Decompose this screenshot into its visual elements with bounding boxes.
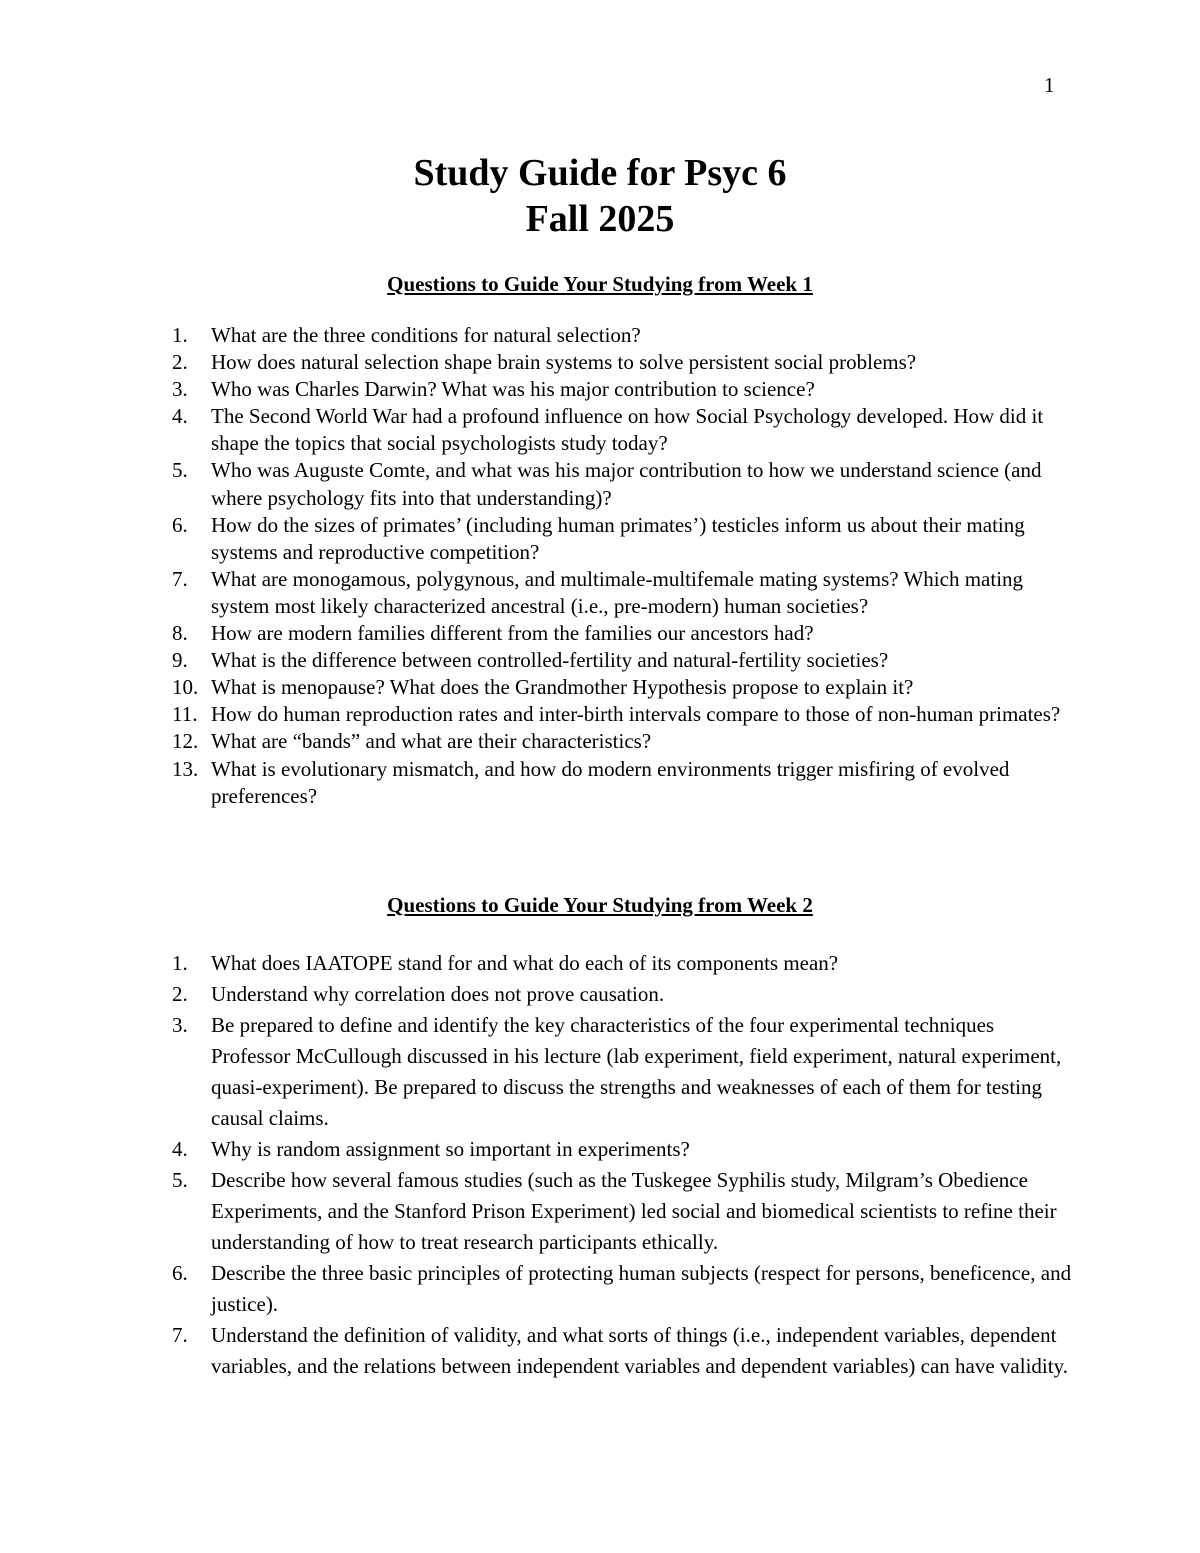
document-subtitle-term: Fall 2025 <box>525 198 675 240</box>
question-item <box>172 1010 1072 1134</box>
question-item <box>172 728 1072 755</box>
question-item <box>172 1165 1072 1258</box>
question-number: 7. <box>172 1323 188 1347</box>
week2-question-list <box>172 948 1072 1382</box>
question-text: What are monogamous, polygynous, and multimale-multifemale mating systems? Which mating system most likely characterized ancestral (i.e., pre-modern) human societies? <box>211 566 1024 618</box>
question-number: 9. <box>172 648 188 673</box>
question-item <box>172 674 1072 701</box>
question-number: 1. <box>172 323 188 347</box>
question-number: 2. <box>172 350 188 375</box>
question-item <box>172 1134 1072 1165</box>
question-text: Who was Auguste Comte, and what was his major contribution to how we understand science (and where psychology fits into that understanding)? <box>211 458 1042 510</box>
question-text: Why is random assignment so important in experiments? <box>211 1137 690 1161</box>
question-number: 11. <box>172 702 198 727</box>
question-text: How are modern families different from the families our ancestors had? <box>211 621 814 646</box>
question-number: 12. <box>172 729 199 754</box>
question-text: Understand the definition of validity, and what sorts of things (i.e., independent variables, dependent variables, and the relations between independent variables and dependent variables) can have validity. <box>211 1323 1068 1378</box>
question-number: 6. <box>172 1261 188 1285</box>
question-item <box>172 948 1072 979</box>
question-text: How does natural selection shape brain systems to solve persistent social problems? <box>211 350 917 375</box>
question-item <box>172 647 1072 674</box>
question-item <box>172 1320 1072 1382</box>
question-text: Who was Charles Darwin? What was his major contribution to science? <box>211 377 815 402</box>
question-item <box>172 756 1072 810</box>
question-number: 3. <box>172 1013 188 1037</box>
document-title: Study Guide for Psyc 6 <box>413 152 787 194</box>
question-item <box>172 457 1072 511</box>
question-text: Describe the three basic principles of protecting human subjects (respect for persons, beneficence, and justice). <box>211 1261 1072 1316</box>
question-item <box>172 512 1072 566</box>
question-item <box>172 322 1072 349</box>
question-item <box>172 1258 1072 1320</box>
question-number: 4. <box>172 1137 188 1161</box>
question-number: 10. <box>172 675 199 700</box>
question-text: What are “bands” and what are their characteristics? <box>211 729 652 754</box>
question-number: 1. <box>172 951 188 975</box>
question-text: How do human reproduction rates and inter-birth intervals compare to those of non-human primates? <box>211 702 1061 727</box>
question-item <box>172 701 1072 728</box>
week2-heading: Questions to Guide Your Studying from Week 2 <box>387 893 813 917</box>
question-text: How do the sizes of primates’ (including human primates’) testicles inform us about their mating systems and reproductive competition? <box>211 512 1025 564</box>
question-item <box>172 349 1072 376</box>
question-text: What does IAATOPE stand for and what do each of its components mean? <box>211 951 839 975</box>
question-number: 3. <box>172 377 188 402</box>
question-item <box>172 566 1072 620</box>
question-number: 4. <box>172 404 188 429</box>
page-number: 1 <box>1044 73 1055 97</box>
question-text: Understand why correlation does not prove causation. <box>211 982 665 1006</box>
question-number: 6. <box>172 512 188 537</box>
question-text: What are the three conditions for natural selection? <box>211 323 641 347</box>
question-number: 5. <box>172 1168 188 1192</box>
question-text: What is menopause? What does the Grandmother Hypothesis propose to explain it? <box>211 675 914 700</box>
question-number: 7. <box>172 566 188 591</box>
question-number: 13. <box>172 756 199 781</box>
question-number: 2. <box>172 982 188 1006</box>
question-text: Be prepared to define and identify the key characteristics of the four experimental techniques Professor McCullough discussed in his lecture (lab experiment, field experiment, natural experiment, quasi-experiment). Be prepared to discuss the strengths and weaknesses of each of them for testing causal claims. <box>211 1013 1062 1130</box>
question-number: 5. <box>172 458 188 483</box>
question-item <box>172 376 1072 403</box>
question-text: What is evolutionary mismatch, and how do modern environments trigger misfiring of evolved preferences? <box>211 756 1010 808</box>
week1-heading: Questions to Guide Your Studying from Week 1 <box>387 272 813 296</box>
question-text: What is the difference between controlled-fertility and natural-fertility societies? <box>211 648 889 673</box>
question-item <box>172 620 1072 647</box>
week1-question-list <box>172 322 1072 810</box>
question-item <box>172 403 1072 457</box>
question-item <box>172 979 1072 1010</box>
question-text: The Second World War had a profound influence on how Social Psychology developed. How did it shape the topics that social psychologists study today? <box>211 404 1044 456</box>
question-text: Describe how several famous studies (such as the Tuskegee Syphilis study, Milgram’s Obedience Experiments, and the Stanford Prison Experiment) led social and biomedical scientists to refine their understanding of how to treat research participants ethically. <box>211 1168 1057 1254</box>
question-number: 8. <box>172 621 188 646</box>
